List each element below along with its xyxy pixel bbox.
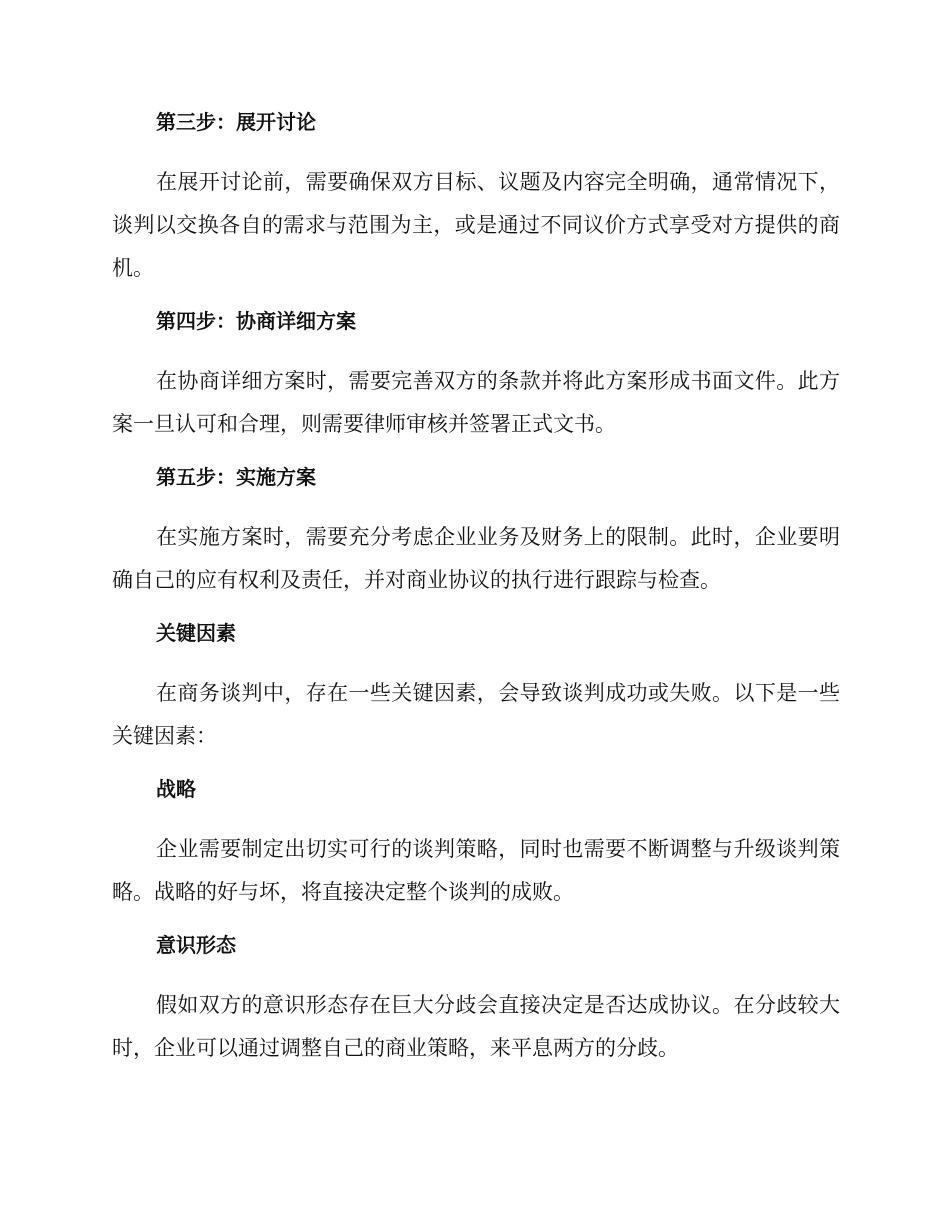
section-paragraph: 假如双方的意识形态存在巨大分歧会直接决定是否达成协议。在分歧较大时，企业可以通过调整自己的商业策略，来平息两方的分歧。 <box>112 993 840 1060</box>
section-step-three <box>112 108 840 290</box>
section-heading: 第四步：协商详细方案 <box>156 309 356 333</box>
section-paragraph: 企业需要制定出切实可行的谈判策略，同时也需要不断调整与升级谈判策略。战略的好与坏，将直接决定整个谈判的成败。 <box>112 837 840 904</box>
section-strategy <box>112 775 840 914</box>
section-heading: 意识形态 <box>156 933 236 957</box>
section-paragraph: 在展开讨论前，需要确保双方目标、议题及内容完全明确，通常情况下，谈判以交换各自的需求与范围为主，或是通过不同议价方式享受对方提供的商机。 <box>112 170 840 280</box>
section-ideology <box>112 931 840 1070</box>
section-paragraph: 在实施方案时，需要充分考虑企业业务及财务上的限制。此时，企业要明确自己的应有权利及责任，并对商业协议的执行进行跟踪与检查。 <box>112 525 840 592</box>
section-heading: 关键因素 <box>156 621 236 645</box>
section-heading: 战略 <box>156 777 196 801</box>
section-paragraph: 在商务谈判中，存在一些关键因素，会导致谈判成功或失败。以下是一些关键因素： <box>112 681 840 748</box>
section-step-five <box>112 463 840 602</box>
section-heading: 第三步：展开讨论 <box>156 110 316 134</box>
section-heading: 第五步：实施方案 <box>156 465 316 489</box>
section-step-four <box>112 307 840 446</box>
section-key-factors <box>112 619 840 758</box>
section-paragraph: 在协商详细方案时，需要完善双方的条款并将此方案形成书面文件。此方案一旦认可和合理，则需要律师审核并签署正式文书。 <box>112 369 840 436</box>
